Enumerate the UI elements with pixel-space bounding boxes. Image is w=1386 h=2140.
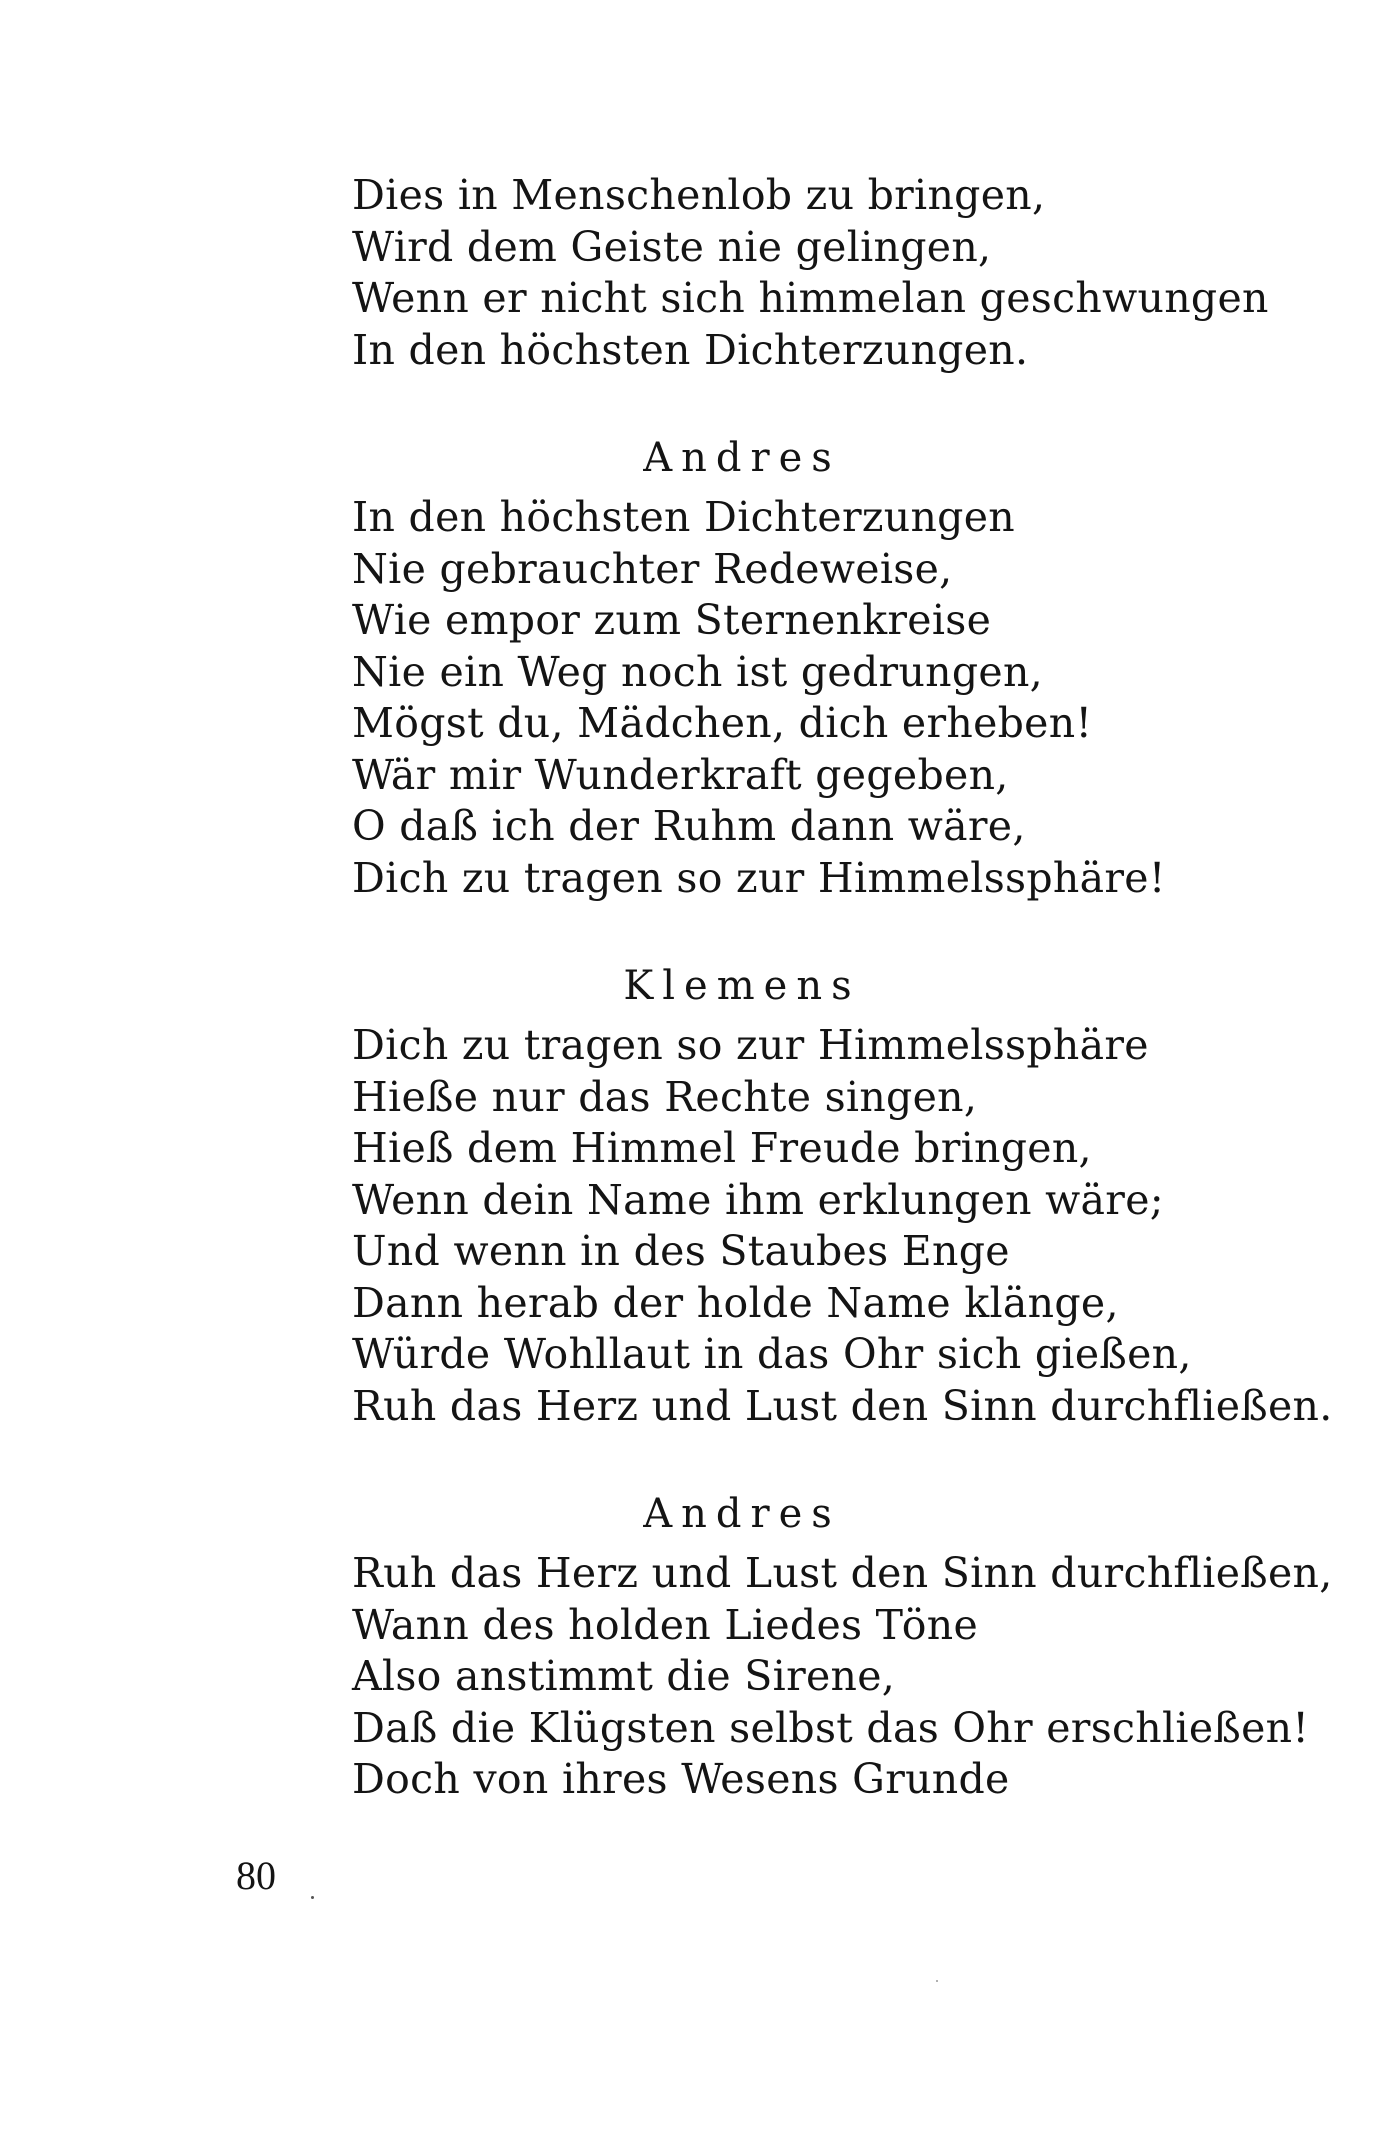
poem-line: Doch von ihres Wesens Grunde bbox=[352, 1755, 1010, 1803]
poem-line: Ruh das Herz und Lust den Sinn durchfließen, bbox=[352, 1549, 1333, 1597]
page-number: 80 bbox=[236, 1853, 276, 1898]
poem-line: Dich zu tragen so zur Himmelssphäre! bbox=[352, 853, 1166, 902]
poem-line: Ruh das Herz und Lust den Sinn durchfließen. bbox=[352, 1381, 1333, 1430]
poem-line: Und wenn in des Staubes Enge bbox=[352, 1227, 1010, 1275]
poem-line: In den höchsten Dichterzungen bbox=[352, 493, 1015, 541]
poem-line: Wann des holden Liedes Töne bbox=[352, 1600, 979, 1649]
poem-text bbox=[352, 170, 1333, 1806]
poem-line: Hieße nur das Rechte singen, bbox=[352, 1072, 978, 1121]
poem-line: In den höchsten Dichterzungen. bbox=[352, 325, 1029, 374]
poem-line: Dann herab der holde Name klänge, bbox=[352, 1278, 1119, 1327]
poem-line: Dich zu tragen so zur Himmelssphäre bbox=[352, 1021, 1149, 1069]
stanza-klemens bbox=[352, 960, 1333, 1432]
poem-line: Wär mir Wunderkraft gegeben, bbox=[352, 750, 1009, 799]
paper-speck bbox=[936, 1980, 938, 1982]
paper-speck bbox=[311, 1896, 314, 1899]
poem-line: Wenn dein Name ihm erklungen wäre; bbox=[352, 1175, 1164, 1224]
poem-line: O daß ich der Ruhm dann wäre, bbox=[352, 802, 1026, 850]
poem-line: Hieß dem Himmel Freude bringen, bbox=[352, 1124, 1092, 1172]
speaker-heading: Andres bbox=[643, 1491, 841, 1537]
poem-line: Mögst du, Mädchen, dich erheben! bbox=[352, 699, 1093, 747]
poem-line: Daß die Klügsten selbst das Ohr erschließen! bbox=[352, 1703, 1310, 1752]
poem-line: Also anstimmt die Sirene, bbox=[352, 1652, 896, 1700]
speaker-heading: Klemens bbox=[623, 963, 861, 1009]
poem-line: Nie gebrauchter Redeweise, bbox=[352, 544, 953, 593]
stanza-andres-2 bbox=[352, 1488, 1333, 1806]
stanza-opening bbox=[352, 170, 1269, 376]
poem-line: Wie empor zum Sternenkreise bbox=[352, 596, 992, 644]
poem-line: Dies in Menschenlob zu bringen, bbox=[352, 171, 1046, 219]
poem-line: Wenn er nicht sich himmelan geschwungen bbox=[352, 274, 1269, 322]
poem-line: Würde Wohllaut in das Ohr sich gießen, bbox=[352, 1330, 1192, 1378]
poem-line: Nie ein Weg noch ist gedrungen, bbox=[352, 647, 1044, 696]
speaker-heading: Andres bbox=[643, 435, 841, 481]
poem-line: Wird dem Geiste nie gelingen, bbox=[352, 222, 992, 271]
stanza-andres-1 bbox=[352, 432, 1252, 904]
